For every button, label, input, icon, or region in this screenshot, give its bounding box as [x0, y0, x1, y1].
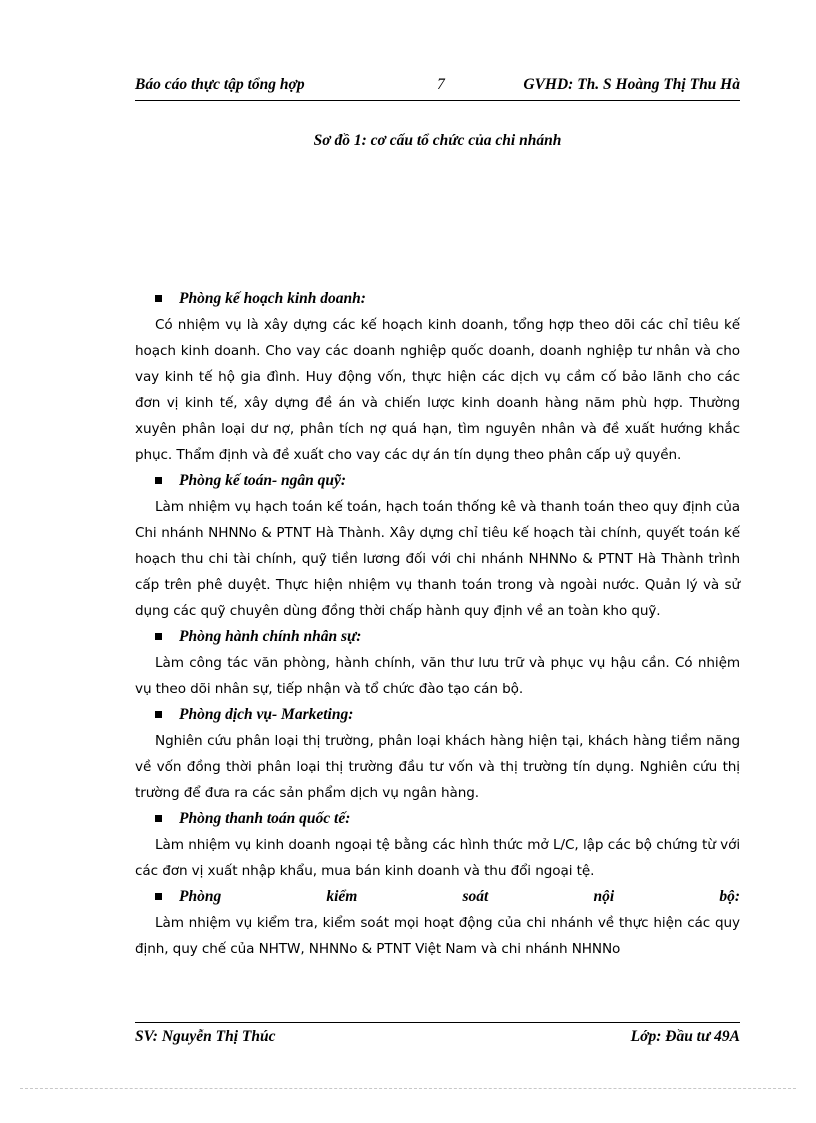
document-body	[135, 286, 740, 962]
page-header	[135, 76, 740, 98]
section-heading-text: Phòng hành chính nhân sự:	[179, 628, 362, 645]
section-heading	[135, 702, 740, 728]
section-heading	[135, 468, 740, 494]
section-heading	[135, 884, 740, 910]
header-report-title: Báo cáo thực tập tổng hợp	[135, 76, 305, 93]
footer-class: Lớp: Đầu tư 49A	[630, 1028, 740, 1045]
section-heading-word: Phòng	[179, 888, 222, 905]
page-boundary	[20, 1088, 796, 1089]
section-paragraph: Làm nhiệm vụ kiểm tra, kiểm soát mọi hoạt động của chi nhánh về thực hiện các quy định, quy chế của NHTW, NHNNo & PTNT Việt Nam và chi nhánh NHNNo	[135, 915, 740, 957]
square-bullet-icon	[155, 893, 162, 900]
section-heading-text: Phòng thanh toán quốc tế:	[179, 810, 351, 827]
section-paragraph: Làm nhiệm vụ hạch toán kế toán, hạch toán thống kê và thanh toán theo quy định của Chi nhánh NHNNo & PTNT Hà Thành. Xây dựng chỉ tiêu kế hoạch tài chính, quyết toán kế hoạch thu chi tài chính, quỹ tiền lương đối với chi nhánh NHNNo & PTNT Hà Thành trình cấp trên phê duyệt. Thực hiện nhiệm vụ thanh toán trong và ngoài nước. Quản lý và sử dụng các quỹ chuyên dùng đồng thời chấp hành quy định về an toàn kho quỹ.	[135, 499, 740, 619]
section-heading-text: Phòng kế hoạch kinh doanh:	[179, 290, 366, 307]
section-heading-word: nội	[593, 888, 615, 905]
square-bullet-icon	[155, 633, 162, 640]
section-heading	[135, 624, 740, 650]
section-heading	[135, 286, 740, 312]
section-paragraph: Nghiên cứu phân loại thị trường, phân loại khách hàng hiện tại, khách hàng tiềm năng về vốn đồng thời phân loại thị trường đầu tư vốn và thị trường tín dụng. Nghiên cứu thị trường để đưa ra các sản phẩm dịch vụ ngân hàng.	[135, 733, 740, 801]
footer-divider	[135, 1022, 740, 1023]
section-paragraph: Có nhiệm vụ là xây dựng các kế hoạch kinh doanh, tổng hợp theo dõi các chỉ tiêu kế hoạch kinh doanh. Cho vay các doanh nghiệp quốc doanh, doanh nghiệp tư nhân và cho vay kinh tế hộ gia đình. Huy động vốn, thực hiện các dịch vụ cầm cố bảo lãnh cho các đơn vị kinh tế, xây dựng đề án và chiến lược kinh doanh hàng năm phù hợp. Thường xuyên phân loại dư nợ, phân tích nợ quá hạn, tìm nguyên nhân và đề xuất hướng khắc phục. Thẩm định và đề xuất cho vay các dự án tín dụng theo phân cấp uỷ quyền.	[135, 317, 740, 463]
section-paragraph: Làm nhiệm vụ kinh doanh ngoại tệ bằng các hình thức mở L/C, lập các bộ chứng từ với các đơn vị xuất nhập khẩu, mua bán kinh doanh và thu đổi ngoại tệ.	[135, 837, 740, 879]
square-bullet-icon	[155, 477, 162, 484]
diagram-title: Sơ đồ 1: cơ cấu tổ chức của chi nhánh	[313, 132, 562, 149]
section-paragraph: Làm công tác văn phòng, hành chính, văn thư lưu trữ và phục vụ hậu cần. Có nhiệm vụ theo dõi nhân sự, tiếp nhận và tổ chức đào tạo cán bộ.	[135, 655, 740, 697]
header-page-number: 7	[437, 76, 445, 93]
section-heading-text: Phòng dịch vụ- Marketing:	[179, 706, 354, 723]
square-bullet-icon	[155, 295, 162, 302]
square-bullet-icon	[155, 711, 162, 718]
section-heading	[135, 806, 740, 832]
section-heading-text: Phòng kế toán- ngân quỹ:	[179, 472, 347, 489]
section-heading-word: soát	[462, 888, 489, 905]
section-heading-word: kiểm	[326, 888, 358, 905]
header-divider	[135, 100, 740, 101]
footer-student-name: SV: Nguyễn Thị Thúc	[135, 1028, 276, 1045]
square-bullet-icon	[155, 815, 162, 822]
header-advisor: GVHD: Th. S Hoàng Thị Thu Hà	[523, 76, 740, 93]
section-heading-word: bộ:	[719, 888, 740, 905]
